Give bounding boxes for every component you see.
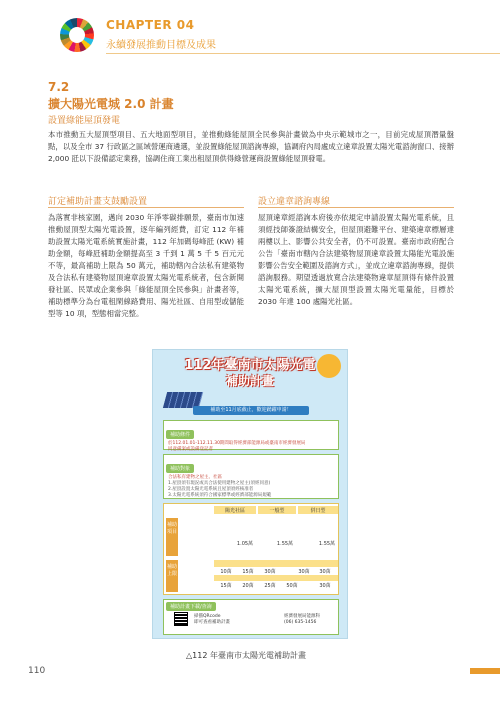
cap-10: 30萬: [298, 569, 310, 575]
section-number: 7.2: [48, 80, 70, 94]
target-heading: 合法私有建物之屋主、社區: [168, 475, 222, 480]
footer-contact: 經濟發展局能源科: [284, 614, 320, 619]
eligibility-line-1: 於112.01.01-112.11.30期間取得經濟部能源局或臺南市經濟發展局: [168, 441, 306, 446]
cap-7: 30萬: [319, 583, 331, 589]
row-label-caps: 補助上限: [166, 560, 178, 592]
subsidy-poster: [152, 349, 348, 639]
target-line-2: 2.屋頂設置太陽光電系統且屋頂須經核准者: [168, 487, 254, 492]
cap-8: 25萬: [264, 583, 276, 589]
eligibility-line-2: 同意備案或設備登記者: [168, 447, 213, 452]
cap-1: 10萬: [220, 569, 232, 575]
left-heading-rule: [48, 207, 244, 208]
cap-3: 30萬: [264, 569, 276, 575]
page-number: 110: [28, 666, 46, 676]
header-divider: [106, 53, 500, 54]
eligibility-tag: 補助條件: [166, 430, 194, 439]
right-column-heading: 設立違章諮詢專線: [258, 197, 331, 207]
value-general: 1.55萬: [276, 541, 294, 547]
left-column-text: 為落實非核家園，邁向 2030 年淨零碳排願景，臺南市加速推動屋頂型太陽光電設置，逐年編列經費，訂定 112 年補助設置太陽光電系統實施計畫，112 年加碼每峰瓩 (KW) 補助金額，每峰瓩補助金額提高至 3 千到 1 萬 5 千 5 百元元不等，最高補助上限為 50 萬元，補助轄內合法私有建築物及合法私有建築物屋頂違章設置太陽光電系統者，包含新開發社區、民眾或企業參與「綠能屋頂全民參與」計畫者等，補助標準分為台電租閑線路費用、陽光社區、自用型或儲能型等 10 項，型態相當完整。: [48, 213, 244, 318]
figure-caption: △112 年臺南市太陽光電補助計畫: [186, 651, 306, 660]
value-community: 1.05萬: [236, 541, 254, 547]
poster-subtitle: 補助計畫: [225, 374, 274, 388]
footer-accent-bar: [470, 668, 500, 674]
footer-text-1: 掃描QRcode: [194, 614, 221, 619]
left-column-heading: 訂定補助計畫支鼓勵設置: [48, 197, 148, 207]
eligibility-box: [163, 420, 339, 450]
sdg-wheel-icon: [60, 18, 94, 52]
right-column-text: 屋頂違章經諮詢本府後亦依規定申請設置太陽光電系統，且須經技師簽證結構安全，但屋頂避難平台、建築違章標層達兩樓以上、影響公共安全者，仍不可設置。臺南市政府配合公告「臺南市轄內合法建築物屋頂違章設置太陽能光電設施影響公告安全範圍及諮詢方式」，並成立違章諮詢專線，提供諮詢服務。期望透過放寬合法建築物違章屋頂得有條件設置太陽光電系統，擴大屋頂型設置太陽光電量能，目標於 2030 年達 100 處陽光社區。: [258, 213, 454, 306]
target-box: [163, 454, 339, 499]
target-line-3: 3.太陽光電系統須符合國家標準或經濟部能源局規範: [168, 493, 272, 498]
value-paired: 1.55萬: [318, 541, 336, 547]
footer-phone: (06) 635-1456: [284, 620, 317, 625]
poster-title: 112年臺南市太陽光電: [184, 358, 316, 373]
chapter-title: CHAPTER 04: [106, 18, 195, 32]
header-community: 陽光社區: [224, 508, 245, 514]
poster-notice: 補助至11月底截止，歡迎踴躍申請！: [193, 406, 309, 415]
chapter-subtitle: 永續發展推動目標及成果: [106, 40, 216, 51]
right-heading-rule: [258, 207, 454, 208]
target-line-1: 1.屋頂須有現況或具合法使用建物之屋主(須經同意): [168, 481, 271, 486]
target-tag: 補助對象: [166, 464, 194, 473]
cap-2: 15萬: [242, 569, 254, 575]
header-paired: 併日型: [310, 508, 326, 514]
subsidy-table: [163, 503, 339, 595]
section-title: 擴大陽光電城 2.0 計畫: [48, 97, 174, 111]
header-general: 一般型: [269, 508, 285, 514]
cap-6: 20萬: [242, 583, 254, 589]
footer-tag: 補助計畫下載/查詢: [166, 602, 216, 611]
chapter-header: [48, 14, 468, 56]
cap-4: 30萬: [319, 569, 331, 575]
section-subtitle: 設置綠能屋頂發電: [48, 116, 121, 126]
row-label-items: 補助項目: [166, 518, 178, 556]
poster-footer: [163, 599, 339, 635]
cap-9: 50萬: [286, 583, 298, 589]
cap-5: 15萬: [220, 583, 232, 589]
qr-code-icon: [174, 612, 188, 626]
cap-bar-2: [214, 575, 338, 581]
cap-bar-1: [214, 560, 338, 567]
intro-paragraph: 本市推動五大屋頂型項目、五大地面型項目，並推動綠能屋頂全民參與計畫做為中央示範城市之一，目前完成屋頂潛量盤點，以及全市 37 行政區之區域營運商遴選，並設置綠能屋頂諮詢專線，協調府內局處成立違章設置太陽光電諮詢窗口、接辦 2,000 瓩以下設備認定業務，協調住商工業出租屋頂供得綠營運商設置綠能屋頂發電。: [48, 130, 454, 163]
footer-text-2: 即可查看補助計畫: [194, 620, 230, 625]
